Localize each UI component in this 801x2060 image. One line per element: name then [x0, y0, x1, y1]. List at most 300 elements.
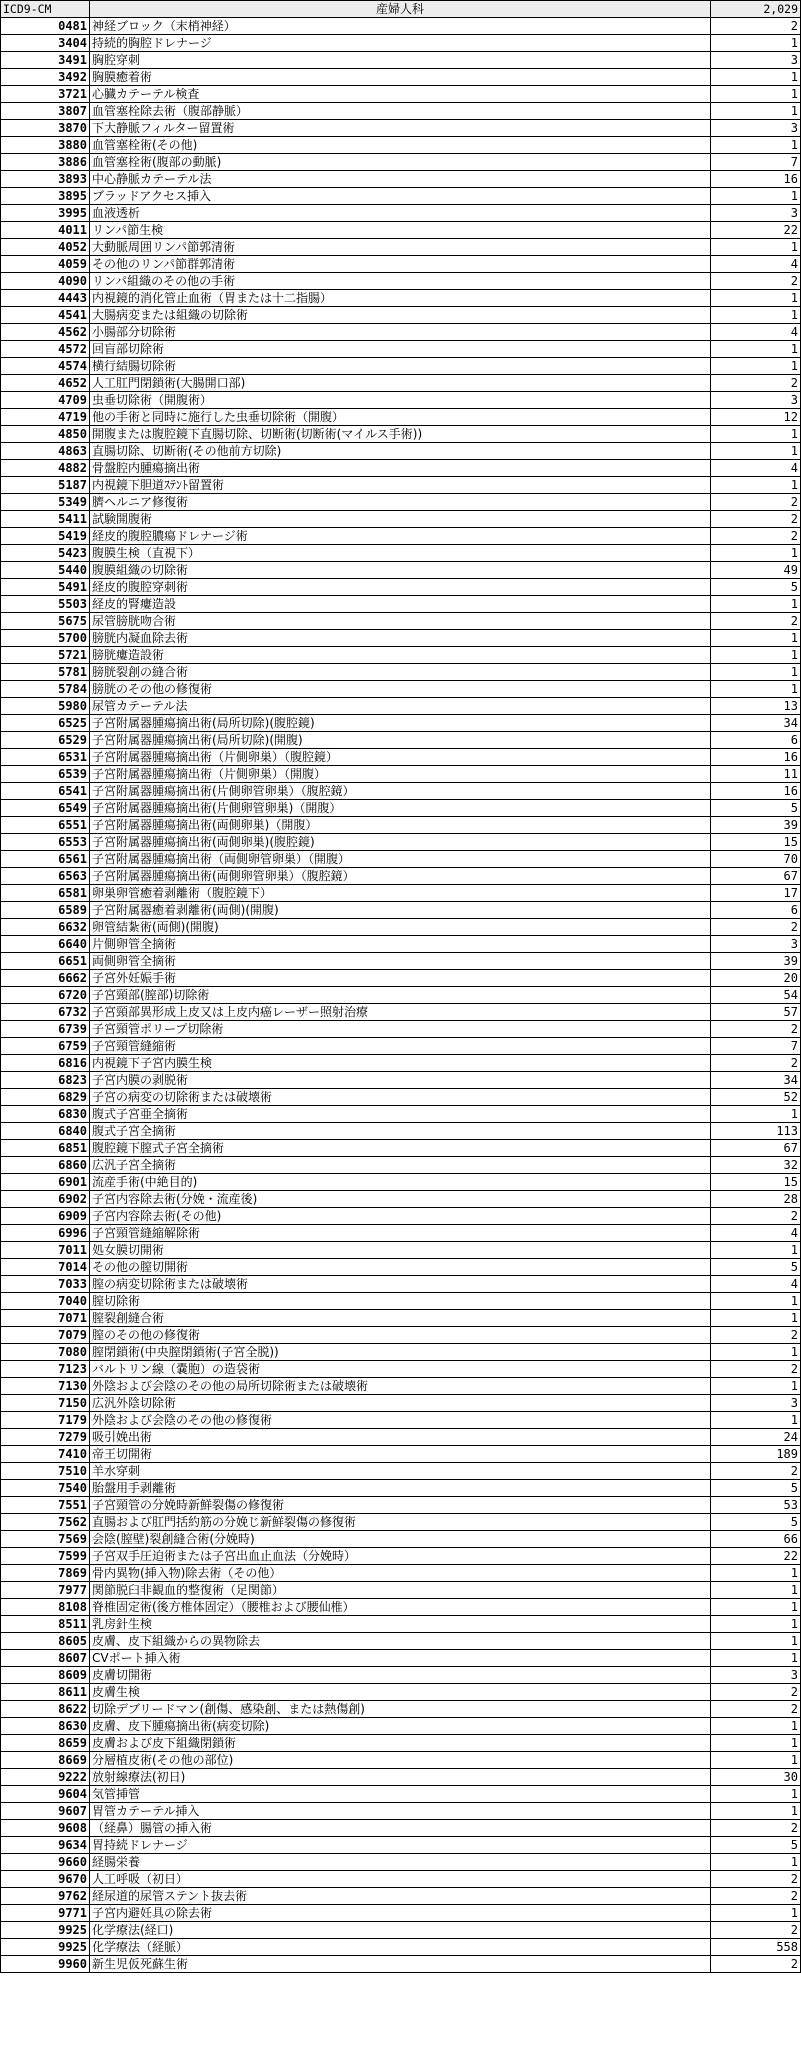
table-row	[1, 579, 801, 596]
procedure-name-cell: 子宮附属器腫瘍摘出術(両側卵巣)（開腹）	[90, 817, 711, 834]
procedure-count-cell: 3	[711, 120, 801, 137]
procedure-name-cell: 分層植皮術(その他の部位)	[90, 1752, 711, 1769]
table-row	[1, 1769, 801, 1786]
procedure-name-cell: 化学療法(経口)	[90, 1922, 711, 1939]
procedure-count-cell: 1	[711, 1905, 801, 1922]
procedure-code-cell: 9604	[1, 1786, 90, 1803]
procedure-name-cell: 卵管結紮術(両側)(開腹)	[90, 919, 711, 936]
table-row	[1, 239, 801, 256]
table-row	[1, 1038, 801, 1055]
table-row	[1, 647, 801, 664]
table-row	[1, 681, 801, 698]
procedure-code-cell: 6996	[1, 1225, 90, 1242]
procedure-name-cell: 帝王切開術	[90, 1446, 711, 1463]
procedure-name-cell: 腹式子宮全摘術	[90, 1123, 711, 1140]
table-row	[1, 1004, 801, 1021]
procedure-name-cell: 子宮内容除去術(その他)	[90, 1208, 711, 1225]
table-row	[1, 1310, 801, 1327]
procedure-code-cell: 3807	[1, 103, 90, 120]
procedure-name-cell: 膀胱内凝血除去術	[90, 630, 711, 647]
table-row	[1, 1854, 801, 1871]
procedure-code-cell: 3895	[1, 188, 90, 205]
procedure-count-cell: 1	[711, 426, 801, 443]
procedure-count-cell: 2	[711, 1701, 801, 1718]
procedure-code-cell: 6851	[1, 1140, 90, 1157]
procedure-code-cell: 7179	[1, 1412, 90, 1429]
table-row	[1, 426, 801, 443]
procedure-code-cell: 8607	[1, 1650, 90, 1667]
table-row	[1, 1701, 801, 1718]
procedure-count-cell: 4	[711, 460, 801, 477]
procedure-code-cell: 6860	[1, 1157, 90, 1174]
procedure-code-cell: 7540	[1, 1480, 90, 1497]
procedure-count-cell: 1	[711, 290, 801, 307]
table-row	[1, 205, 801, 222]
procedure-code-cell: 4052	[1, 239, 90, 256]
procedure-name-cell: 直腸および肛門括約筋の分娩じ新鮮裂傷の修復術	[90, 1514, 711, 1531]
table-row	[1, 1514, 801, 1531]
procedure-code-cell: 6525	[1, 715, 90, 732]
procedure-count-cell: 1	[711, 1565, 801, 1582]
table-row	[1, 1361, 801, 1378]
procedure-code-cell: 9634	[1, 1837, 90, 1854]
table-body	[1, 18, 801, 1973]
procedure-name-cell: （経鼻）腸管の挿入術	[90, 1820, 711, 1837]
table-row	[1, 443, 801, 460]
procedure-count-cell: 2	[711, 919, 801, 936]
procedure-count-cell: 1	[711, 69, 801, 86]
procedure-name-cell: 経皮的腹腔膿瘍ドレナージ術	[90, 528, 711, 545]
procedure-count-cell: 1	[711, 630, 801, 647]
procedure-count-cell: 1	[711, 188, 801, 205]
procedure-name-cell: 胸腔穿刺	[90, 52, 711, 69]
procedure-name-cell: 子宮内避妊具の除去術	[90, 1905, 711, 1922]
procedure-name-cell: 横行結腸切除術	[90, 358, 711, 375]
procedure-code-cell: 9660	[1, 1854, 90, 1871]
procedure-count-cell: 1	[711, 1718, 801, 1735]
procedure-name-cell: 心臓カテーテル検査	[90, 86, 711, 103]
table-row	[1, 715, 801, 732]
procedure-code-cell: 5980	[1, 698, 90, 715]
procedure-count-cell: 70	[711, 851, 801, 868]
table-row	[1, 630, 801, 647]
department-column-header: 産婦人科	[90, 1, 711, 18]
table-row	[1, 358, 801, 375]
procedure-name-cell: 血液透析	[90, 205, 711, 222]
procedure-code-cell: 7014	[1, 1259, 90, 1276]
procedure-name-cell: その他のリンパ節群郭清術	[90, 256, 711, 273]
procedure-code-cell: 7279	[1, 1429, 90, 1446]
procedure-name-cell: 試験開腹術	[90, 511, 711, 528]
procedure-count-cell: 4	[711, 324, 801, 341]
procedure-code-cell: 5503	[1, 596, 90, 613]
procedure-name-cell: 子宮双手圧迫術または子宮出血止血法（分娩時）	[90, 1548, 711, 1565]
procedure-code-cell: 9222	[1, 1769, 90, 1786]
procedure-name-cell: 会陰(膣壁)裂創縫合術(分娩時)	[90, 1531, 711, 1548]
procedure-code-cell: 6632	[1, 919, 90, 936]
procedure-count-cell: 2	[711, 1055, 801, 1072]
procedure-count-cell: 1	[711, 1633, 801, 1650]
procedure-name-cell: 膣の病変切除術または破壊術	[90, 1276, 711, 1293]
procedure-code-cell: 6541	[1, 783, 90, 800]
table-row	[1, 171, 801, 188]
procedure-name-cell: 内視鏡下胆道ｽﾃﾝﾄ留置術	[90, 477, 711, 494]
table-row	[1, 1242, 801, 1259]
procedure-name-cell: CVポート挿入術	[90, 1650, 711, 1667]
procedure-count-cell: 1	[711, 1650, 801, 1667]
procedure-code-cell: 7562	[1, 1514, 90, 1531]
table-row	[1, 1956, 801, 1973]
procedure-name-cell: 気管挿管	[90, 1786, 711, 1803]
procedure-code-cell: 6640	[1, 936, 90, 953]
procedure-count-cell: 1	[711, 681, 801, 698]
table-row	[1, 732, 801, 749]
table-row	[1, 902, 801, 919]
procedure-code-cell: 4541	[1, 307, 90, 324]
procedure-name-cell: リンパ組織のその他の手術	[90, 273, 711, 290]
procedure-count-cell: 3	[711, 205, 801, 222]
procedure-count-cell: 1	[711, 1803, 801, 1820]
procedure-name-cell: 内視鏡的消化管止血術（胃または十二指腸）	[90, 290, 711, 307]
procedure-count-cell: 1	[711, 1242, 801, 1259]
procedure-name-cell: 卵巣卵管癒着剥離術（腹腔鏡下）	[90, 885, 711, 902]
procedure-code-cell: 5440	[1, 562, 90, 579]
procedure-code-cell: 8605	[1, 1633, 90, 1650]
table-row	[1, 1837, 801, 1854]
procedure-name-cell: 胃持続ドレナージ	[90, 1837, 711, 1854]
procedure-code-cell: 5784	[1, 681, 90, 698]
procedure-code-cell: 4562	[1, 324, 90, 341]
table-row	[1, 1123, 801, 1140]
procedure-name-cell: 開腹または腹腔鏡下直腸切除、切断術(切断術(マイルス手術))	[90, 426, 711, 443]
procedure-name-cell: 腹腔鏡下膣式子宮全摘術	[90, 1140, 711, 1157]
table-row	[1, 1174, 801, 1191]
procedure-name-cell: 広汎外陰切除術	[90, 1395, 711, 1412]
table-row	[1, 1157, 801, 1174]
table-row	[1, 1667, 801, 1684]
procedure-name-cell: 他の手術と同時に施行した虫垂切除術（開腹）	[90, 409, 711, 426]
table-row	[1, 1820, 801, 1837]
procedure-name-cell: 臍ヘルニア修復術	[90, 494, 711, 511]
procedure-code-cell: 9925	[1, 1939, 90, 1956]
procedure-count-cell: 11	[711, 766, 801, 783]
table-row	[1, 1871, 801, 1888]
procedure-count-cell: 34	[711, 1072, 801, 1089]
procedure-count-cell: 6	[711, 902, 801, 919]
table-row	[1, 987, 801, 1004]
table-row	[1, 1531, 801, 1548]
procedure-name-cell: 子宮附属器腫瘍摘出術(両側卵巣)(腹腔鏡)	[90, 834, 711, 851]
procedure-count-cell: 558	[711, 1939, 801, 1956]
procedure-count-cell: 1	[711, 1582, 801, 1599]
table-row	[1, 1463, 801, 1480]
procedure-name-cell: 子宮附属器腫瘍摘出術（片側卵巣）（腹腔鏡）	[90, 749, 711, 766]
table-row	[1, 86, 801, 103]
procedure-name-cell: 胃管カテーテル挿入	[90, 1803, 711, 1820]
procedure-count-cell: 2	[711, 1208, 801, 1225]
procedure-count-cell: 6	[711, 732, 801, 749]
table-row	[1, 1378, 801, 1395]
procedure-count-cell: 1	[711, 545, 801, 562]
procedure-code-cell: 7599	[1, 1548, 90, 1565]
procedure-code-cell: 6902	[1, 1191, 90, 1208]
code-column-header: ICD9-CM	[1, 1, 90, 18]
procedure-code-cell: 4850	[1, 426, 90, 443]
table-row	[1, 222, 801, 239]
procedure-name-cell: 胸膜癒着術	[90, 69, 711, 86]
table-row	[1, 1786, 801, 1803]
table-row	[1, 1565, 801, 1582]
procedure-count-cell: 53	[711, 1497, 801, 1514]
procedure-count-cell: 1	[711, 477, 801, 494]
procedure-name-cell: 神経ブロック（末梢神経）	[90, 18, 711, 35]
table-row	[1, 1599, 801, 1616]
table-row	[1, 256, 801, 273]
procedure-name-cell: 子宮頸管縫縮術	[90, 1038, 711, 1055]
procedure-name-cell: 吸引娩出術	[90, 1429, 711, 1446]
table-row	[1, 970, 801, 987]
table-row	[1, 511, 801, 528]
procedure-name-cell: 血管塞栓除去術（腹部静脈）	[90, 103, 711, 120]
procedure-code-cell: 7033	[1, 1276, 90, 1293]
procedure-count-cell: 28	[711, 1191, 801, 1208]
procedure-code-cell: 5675	[1, 613, 90, 630]
table-row	[1, 596, 801, 613]
procedure-code-cell: 9771	[1, 1905, 90, 1922]
table-row	[1, 273, 801, 290]
procedure-code-cell: 7123	[1, 1361, 90, 1378]
procedure-name-cell: 子宮外妊娠手術	[90, 970, 711, 987]
procedure-count-cell: 32	[711, 1157, 801, 1174]
procedure-name-cell: 膣切除術	[90, 1293, 711, 1310]
table-row	[1, 1803, 801, 1820]
procedure-code-cell: 6901	[1, 1174, 90, 1191]
procedure-code-cell: 7011	[1, 1242, 90, 1259]
procedure-name-cell: ブラッドアクセス挿入	[90, 188, 711, 205]
table-row	[1, 307, 801, 324]
procedure-code-cell: 5423	[1, 545, 90, 562]
procedure-code-cell: 6563	[1, 868, 90, 885]
procedure-name-cell: 膀胱のその他の修復術	[90, 681, 711, 698]
procedure-name-cell: 広汎子宮全摘術	[90, 1157, 711, 1174]
procedure-count-cell: 1	[711, 1378, 801, 1395]
procedure-count-cell: 5	[711, 1259, 801, 1276]
procedure-count-cell: 39	[711, 953, 801, 970]
procedure-count-cell: 30	[711, 1769, 801, 1786]
procedure-code-cell: 4882	[1, 460, 90, 477]
procedure-code-cell: 8108	[1, 1599, 90, 1616]
procedure-code-cell: 8669	[1, 1752, 90, 1769]
procedure-count-cell: 1	[711, 307, 801, 324]
procedure-name-cell: 切除デブリードマン(創傷、感染創、または熱傷創)	[90, 1701, 711, 1718]
procedure-name-cell: 脊椎固定術(後方椎体固定）（腰椎および腰仙椎）	[90, 1599, 711, 1616]
procedure-name-cell: 両側卵管全摘術	[90, 953, 711, 970]
procedure-code-cell: 6732	[1, 1004, 90, 1021]
procedure-code-cell: 3995	[1, 205, 90, 222]
table-row	[1, 1905, 801, 1922]
procedure-count-cell: 113	[711, 1123, 801, 1140]
procedure-name-cell: 経尿道的尿管ステント抜去術	[90, 1888, 711, 1905]
table-row	[1, 1633, 801, 1650]
table-row	[1, 851, 801, 868]
table-row	[1, 1225, 801, 1242]
procedure-count-cell: 1	[711, 1786, 801, 1803]
procedure-count-cell: 57	[711, 1004, 801, 1021]
procedure-code-cell: 3492	[1, 69, 90, 86]
procedure-code-cell: 6551	[1, 817, 90, 834]
table-row	[1, 1922, 801, 1939]
procedure-code-cell: 4011	[1, 222, 90, 239]
procedure-code-cell: 8611	[1, 1684, 90, 1701]
procedure-count-cell: 13	[711, 698, 801, 715]
table-row	[1, 1344, 801, 1361]
procedure-name-cell: 人工肛門閉鎖術(大腸開口部)	[90, 375, 711, 392]
procedure-name-cell: 子宮附属器腫瘍摘出術(局所切除)(腹腔鏡)	[90, 715, 711, 732]
procedure-name-cell: 子宮頸管縫縮解除術	[90, 1225, 711, 1242]
table-row	[1, 35, 801, 52]
procedure-code-cell: 7977	[1, 1582, 90, 1599]
procedure-count-cell: 1	[711, 103, 801, 120]
procedure-count-cell: 1	[711, 664, 801, 681]
procedure-code-cell: 4652	[1, 375, 90, 392]
procedure-count-cell: 1	[711, 647, 801, 664]
procedure-count-cell: 24	[711, 1429, 801, 1446]
procedure-name-cell: 子宮頸部(膣部)切除術	[90, 987, 711, 1004]
table-row	[1, 1191, 801, 1208]
table-row	[1, 52, 801, 69]
procedure-code-cell: 5411	[1, 511, 90, 528]
procedure-code-cell: 6531	[1, 749, 90, 766]
table-row	[1, 324, 801, 341]
table-row	[1, 936, 801, 953]
procedure-count-cell: 2	[711, 1361, 801, 1378]
table-row	[1, 1939, 801, 1956]
table-row	[1, 103, 801, 120]
procedure-name-cell: 尿管カテーテル法	[90, 698, 711, 715]
procedure-count-cell: 2	[711, 1820, 801, 1837]
procedure-name-cell: 子宮附属器腫瘍摘出術(両側卵管卵巣）（腹腔鏡）	[90, 868, 711, 885]
procedure-count-cell: 4	[711, 1225, 801, 1242]
procedure-code-cell: 6553	[1, 834, 90, 851]
procedure-code-cell: 7410	[1, 1446, 90, 1463]
procedure-code-cell: 6651	[1, 953, 90, 970]
procedure-count-cell: 2	[711, 494, 801, 511]
procedure-code-cell: 6549	[1, 800, 90, 817]
procedure-code-cell: 9608	[1, 1820, 90, 1837]
procedure-code-cell: 3491	[1, 52, 90, 69]
procedure-count-cell: 17	[711, 885, 801, 902]
table-row	[1, 494, 801, 511]
procedure-code-cell: 4443	[1, 290, 90, 307]
table-row	[1, 749, 801, 766]
procedure-code-cell: 7071	[1, 1310, 90, 1327]
procedure-name-cell: 皮膚切開術	[90, 1667, 711, 1684]
procedure-code-cell: 3886	[1, 154, 90, 171]
procedure-count-cell: 2	[711, 273, 801, 290]
procedure-code-cell: 8609	[1, 1667, 90, 1684]
procedure-code-cell: 7869	[1, 1565, 90, 1582]
procedure-count-cell: 16	[711, 749, 801, 766]
procedure-code-cell: 6720	[1, 987, 90, 1004]
procedure-name-cell: 膣のその他の修復術	[90, 1327, 711, 1344]
procedure-count-cell: 2	[711, 528, 801, 545]
procedure-name-cell: 子宮附属器腫瘍摘出術(局所切除)(開腹)	[90, 732, 711, 749]
table-row	[1, 528, 801, 545]
procedure-count-cell: 3	[711, 52, 801, 69]
procedure-code-cell: 5419	[1, 528, 90, 545]
procedure-code-cell: 9762	[1, 1888, 90, 1905]
procedure-name-cell: 新生児仮死蘇生術	[90, 1956, 711, 1973]
procedure-name-cell: 膣閉鎖術(中央膣閉鎖術(子宮全脱))	[90, 1344, 711, 1361]
procedure-name-cell: 乳房針生検	[90, 1616, 711, 1633]
table-row	[1, 613, 801, 630]
procedure-name-cell: 腹式子宮亜全摘術	[90, 1106, 711, 1123]
procedure-code-cell: 9670	[1, 1871, 90, 1888]
procedure-name-cell: 皮膚生検	[90, 1684, 711, 1701]
table-row	[1, 1446, 801, 1463]
procedure-count-cell: 3	[711, 392, 801, 409]
procedure-code-cell: 7040	[1, 1293, 90, 1310]
procedure-code-cell: 6739	[1, 1021, 90, 1038]
procedure-code-cell: 7150	[1, 1395, 90, 1412]
procedure-name-cell: 内視鏡下子宮内膜生検	[90, 1055, 711, 1072]
procedure-name-cell: 片側卵管全摘術	[90, 936, 711, 953]
procedure-count-cell: 22	[711, 222, 801, 239]
procedure-count-cell: 67	[711, 868, 801, 885]
procedure-code-cell: 6829	[1, 1089, 90, 1106]
table-row	[1, 1548, 801, 1565]
procedure-code-cell: 4863	[1, 443, 90, 460]
procedure-name-cell: その他の膣切開術	[90, 1259, 711, 1276]
procedure-code-cell: 9960	[1, 1956, 90, 1973]
procedure-name-cell: 化学療法（経脈）	[90, 1939, 711, 1956]
procedure-count-cell: 34	[711, 715, 801, 732]
procedure-name-cell: 経皮的腎瘻造設	[90, 596, 711, 613]
procedure-code-cell: 9925	[1, 1922, 90, 1939]
procedure-count-cell: 1	[711, 1412, 801, 1429]
procedure-code-cell: 6561	[1, 851, 90, 868]
table-row	[1, 766, 801, 783]
procedure-count-cell: 3	[711, 1395, 801, 1412]
procedure-code-cell: 9607	[1, 1803, 90, 1820]
procedure-code-cell: 3880	[1, 137, 90, 154]
procedure-code-cell: 4090	[1, 273, 90, 290]
table-row	[1, 18, 801, 35]
procedure-name-cell: 虫垂切除術（開腹術）	[90, 392, 711, 409]
procedure-name-cell: 子宮の病変の切除術または破壊術	[90, 1089, 711, 1106]
procedure-count-cell: 1	[711, 137, 801, 154]
procedure-count-cell: 1	[711, 1735, 801, 1752]
table-row	[1, 1140, 801, 1157]
procedure-count-cell: 3	[711, 936, 801, 953]
procedure-count-cell: 1	[711, 1752, 801, 1769]
procedure-count-cell: 2	[711, 613, 801, 630]
procedure-code-cell: 6662	[1, 970, 90, 987]
procedure-count-cell: 7	[711, 1038, 801, 1055]
procedure-count-cell: 7	[711, 154, 801, 171]
table-row	[1, 1021, 801, 1038]
procedure-name-cell: 回盲部切除術	[90, 341, 711, 358]
procedure-name-cell: 羊水穿刺	[90, 1463, 711, 1480]
procedure-count-cell: 2	[711, 1463, 801, 1480]
procedure-name-cell: 子宮内容除去術(分娩・流産後)	[90, 1191, 711, 1208]
table-row	[1, 1055, 801, 1072]
procedure-code-cell: 7569	[1, 1531, 90, 1548]
procedure-count-cell: 54	[711, 987, 801, 1004]
procedure-name-cell: 直腸切除、切断術(その他前方切除)	[90, 443, 711, 460]
table-row	[1, 69, 801, 86]
table-row	[1, 1616, 801, 1633]
